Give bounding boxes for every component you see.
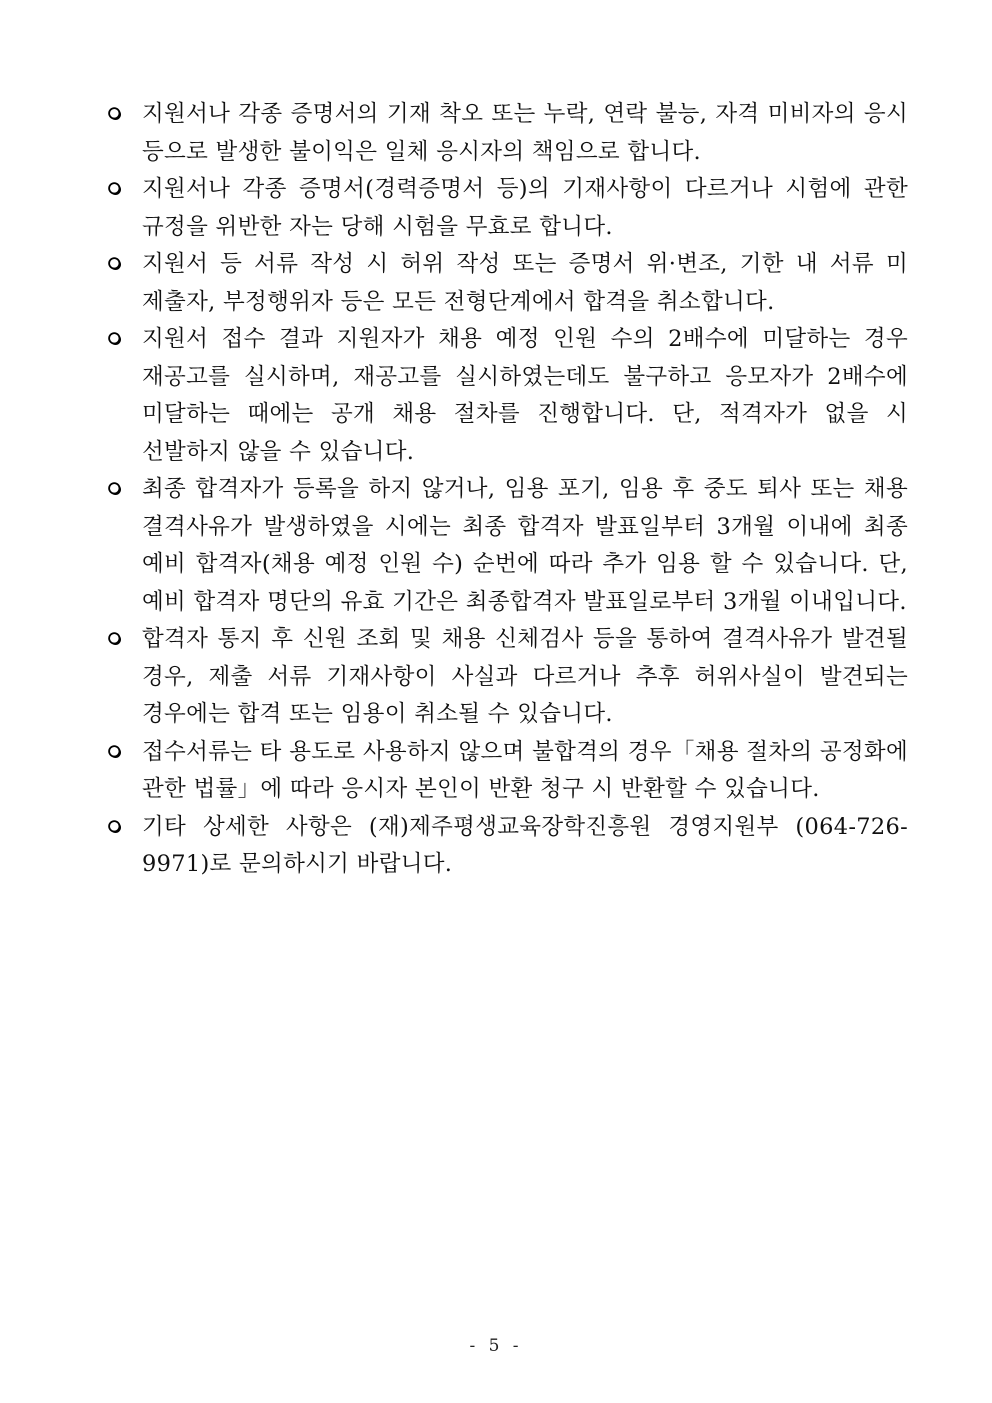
list-item [108, 171, 908, 246]
circle-bullet-icon [108, 820, 122, 834]
notice-list [108, 96, 908, 884]
notice-text: 최종 합격자가 등록을 하지 않거나, 임용 포기, 임용 후 중도 퇴사 또는 채용 결격사유가 발생하였을 시에는 최종 합격자 발표일부터 3개월 이내에 최종 예비 합격자(채용 예정 인원 수) 순번에 따라 추가 임용 할 수 있습니다. 단, 예비 합격자 명단의 유효 기간은 최종합격자 발표일로부터 3개월 이내입니다. [142, 476, 908, 615]
notice-text: 기타 상세한 사항은 (재)제주평생교육장학진흥원 경영지원부 (064-726-9971)로 문의하시기 바랍니다. [142, 813, 908, 877]
list-item [108, 471, 908, 621]
circle-bullet-icon [108, 107, 122, 121]
list-item [108, 246, 908, 321]
page-number: - 5 - [469, 1336, 523, 1356]
notice-text: 지원서 등 서류 작성 시 허위 작성 또는 증명서 위·변조, 기한 내 서류 미 제출자, 부정행위자 등은 모든 전형단계에서 합격을 취소합니다. [142, 251, 908, 315]
circle-bullet-icon [108, 632, 122, 646]
list-item [108, 96, 908, 171]
list-item [108, 809, 908, 884]
circle-bullet-icon [108, 332, 122, 346]
notice-text: 합격자 통지 후 신원 조회 및 채용 신체검사 등을 통하여 결격사유가 발견될 경우, 제출 서류 기재사항이 사실과 다르거나 추후 허위사실이 발견되는 경우에는 합격 또는 임용이 취소될 수 있습니다. [142, 626, 908, 727]
circle-bullet-icon [108, 745, 122, 759]
notice-text: 지원서나 각종 증명서의 기재 착오 또는 누락, 연락 불능, 자격 미비자의 응시 등으로 발생한 불이익은 일체 응시자의 책임으로 합니다. [142, 101, 908, 165]
notice-text: 지원서 접수 결과 지원자가 채용 예정 인원 수의 2배수에 미달하는 경우 재공고를 실시하며, 재공고를 실시하였는데도 불구하고 응모자가 2배수에 미달하는 때에는 공개 채용 절차를 진행합니다. 단, 적격자가 없을 시 선발하지 않을 수 있습니다. [142, 326, 908, 465]
circle-bullet-icon [108, 257, 122, 271]
list-item [108, 734, 908, 809]
list-item [108, 321, 908, 471]
circle-bullet-icon [108, 182, 122, 196]
circle-bullet-icon [108, 482, 122, 496]
list-item [108, 621, 908, 734]
notice-text: 지원서나 각종 증명서(경력증명서 등)의 기재사항이 다르거나 시험에 관한 규정을 위반한 자는 당해 시험을 무효로 합니다. [142, 176, 908, 240]
notice-text: 접수서류는 타 용도로 사용하지 않으며 불합격의 경우「채용 절차의 공정화에 관한 법률」에 따라 응시자 본인이 반환 청구 시 반환할 수 있습니다. [142, 738, 908, 802]
